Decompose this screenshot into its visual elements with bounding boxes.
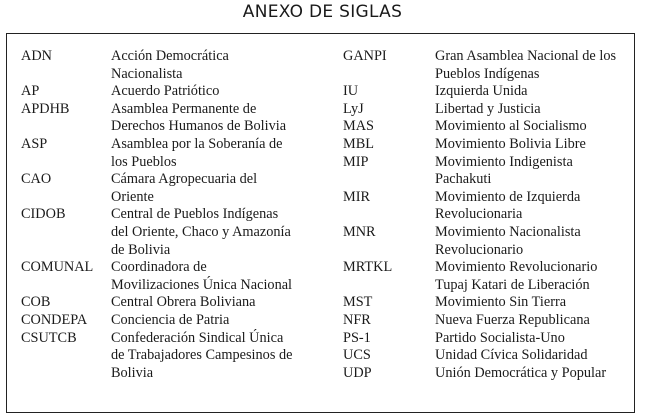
acronym-entry [21,330,337,383]
acronym-entry [343,224,633,259]
acronym-entry [21,206,337,259]
meaning-line: Pueblos Indígenas [435,65,540,82]
acronym-meaning [435,259,633,294]
acronym-entry [343,189,633,224]
acronym-meaning [111,206,337,259]
meaning-line: Asamblea Permanente de [111,100,257,117]
acronym-entry [343,136,633,154]
acronym-meaning [435,347,633,365]
acronym: GANPI [343,48,387,64]
meaning-line: Coordinadora de [111,259,207,276]
acronym-entry [343,48,633,83]
acronym-meaning [435,330,633,348]
acronym: COB [21,294,51,311]
meaning-line: Movimiento de Izquierda [435,188,581,205]
acronym-meaning [435,312,633,330]
meaning-line: Cámara Agropecuaria del [111,171,258,188]
meaning-line: Pachakuti [435,171,492,188]
meaning-line: Acción Democrática [111,48,229,64]
acronym-meaning [435,189,633,224]
acronym-table [6,33,635,413]
acronym-entry [343,365,633,383]
meaning-line: Conciencia de Patria [111,311,230,328]
acronym-entry [343,101,633,119]
acronym-entry [343,312,633,330]
meaning-line: Nacionalista [111,65,183,82]
meaning-line: Confederación Sindical Única [111,329,284,346]
acronym-entry [21,48,337,83]
meaning-line: Nueva Fuerza Republicana [435,311,590,328]
acronym-entry [343,347,633,365]
acronym-meaning [435,224,633,259]
meaning-line: Asamblea por la Soberanía de [111,135,283,152]
acronym-entry [343,118,633,136]
acronym-meaning [111,83,337,101]
meaning-line: Movimiento Indigenista [435,153,573,170]
acronym: IU [343,83,359,100]
meaning-line: Central Obrera Boliviana [111,294,256,311]
acronym-meaning [111,312,337,330]
acronym-meaning [435,154,633,189]
acronym: PS-1 [343,329,371,346]
acronym: MNR [343,223,376,240]
acronym-entry [21,294,337,312]
meaning-line: de Trabajadores Campesinos de [111,347,293,364]
acronym-meaning [435,101,633,119]
meaning-line: los Pueblos [111,153,177,170]
acronym-meaning [435,365,633,383]
acronym-entry [21,101,337,136]
acronym: LyJ [343,100,364,117]
acronym-meaning [111,259,337,294]
acronym-entry [21,259,337,294]
acronym-meaning [435,294,633,312]
acronym-entry [343,330,633,348]
acronym-entry [21,136,337,171]
page-title: ANEXO DE SIGLAS [242,2,403,22]
acronym-meaning [435,136,633,154]
meaning-line: Gran Asamblea Nacional de los [435,48,617,64]
acronym-entry [343,83,633,101]
acronym: COMUNAL [21,259,94,276]
acronym: APDHB [21,100,70,117]
acronym: ASP [21,135,48,152]
meaning-line: Acuerdo Patriótico [111,83,220,100]
acronym: ADN [21,48,52,64]
meaning-line: Revolucionario [435,241,524,258]
acronym-meaning [435,48,633,83]
acronym-entry [21,171,337,206]
acronym-column-left [21,48,337,382]
acronym-meaning [111,294,337,312]
meaning-line: Central de Pueblos Indígenas [111,206,279,223]
acronym: AP [21,83,40,100]
acronym: MIR [343,188,371,205]
acronym: CIDOB [21,206,66,223]
meaning-line: Movimiento Nacionalista [435,223,581,240]
acronym-meaning [435,83,633,101]
acronym-meaning [111,136,337,171]
meaning-line: Tupaj Katari de Liberación [435,276,590,293]
acronym: MIP [343,153,369,170]
meaning-line: Partido Socialista-Uno [435,329,565,346]
meaning-line: Movimiento Sin Tierra [435,294,567,311]
acronym: UDP [343,364,372,381]
meaning-line: Movimiento al Socialismo [435,118,587,135]
acronym: CONDEPA [21,311,88,328]
acronym-meaning [111,101,337,136]
acronym-column-right [343,48,633,382]
meaning-line: Derechos Humanos de Bolivia [111,118,287,135]
acronym: UCS [343,347,371,364]
acronym: MBL [343,135,374,152]
acronym-meaning [111,330,337,383]
meaning-line: Revolucionaria [435,206,523,223]
meaning-line: de Bolivia [111,241,171,258]
acronym: CAO [21,171,52,188]
meaning-line: Unión Democrática y Popular [435,364,607,381]
acronym-meaning [111,48,337,83]
acronym-entry [343,294,633,312]
meaning-line: Movilizaciones Única Nacional [111,276,293,293]
acronym: NFR [343,311,371,328]
acronym-entry [21,312,337,330]
meaning-line: Oriente [111,188,154,205]
acronym: MST [343,294,373,311]
meaning-line: del Oriente, Chaco y Amazonía [111,223,291,240]
acronym-entry [343,259,633,294]
acronym-meaning [435,118,633,136]
meaning-line: Unidad Cívica Solidaridad [435,347,588,364]
meaning-line: Libertad y Justicia [435,100,541,117]
meaning-line: Bolivia [111,364,154,381]
acronym-entry [21,83,337,101]
acronym-entry [343,154,633,189]
acronym: MRTKL [343,259,393,276]
acronym: MAS [343,118,374,135]
acronym-meaning [111,171,337,206]
meaning-line: Izquierda Unida [435,83,528,100]
meaning-line: Movimiento Revolucionario [435,259,598,276]
acronym: CSUTCB [21,329,77,346]
meaning-line: Movimiento Bolivia Libre [435,135,586,152]
